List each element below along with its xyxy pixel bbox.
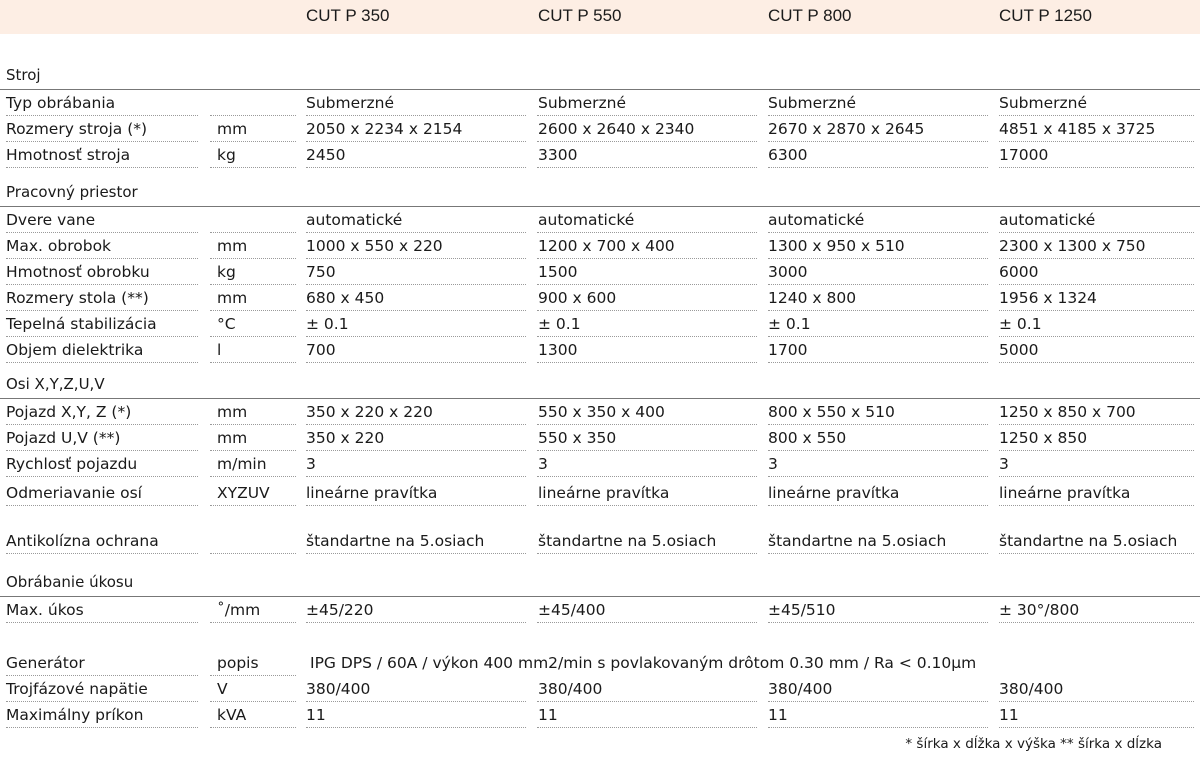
table-row [0, 285, 1200, 311]
dotted-rule [537, 362, 757, 363]
table-row [0, 451, 1200, 477]
dotted-rule [537, 553, 757, 554]
row-value-model-2: 900 x 600 [538, 289, 617, 307]
dotted-rule [768, 362, 988, 363]
dotted-rule [306, 727, 526, 728]
row-value-model-2: Submerzné [538, 94, 627, 112]
table-row [0, 702, 1200, 728]
dotted-rule [537, 727, 757, 728]
row-value-model-4: automatické [999, 211, 1096, 229]
row-value-model-3: štandartne na 5.osiach [768, 532, 947, 550]
table-row [0, 597, 1200, 623]
row-unit: popis [217, 654, 259, 672]
row-unit: mm [217, 237, 248, 255]
row-value-model-1: 3 [306, 455, 316, 473]
row-label: Maximálny príkon [6, 706, 144, 724]
row-value-model-3: 3000 [768, 263, 808, 281]
row-value-model-3: 3 [768, 455, 778, 473]
table-row [0, 311, 1200, 337]
row-label: Rychlosť pojazdu [6, 455, 138, 473]
row-value-model-2: automatické [538, 211, 635, 229]
table-row [0, 425, 1200, 451]
section-title-obrabanie-ukosu: Obrábanie úkosu [6, 573, 134, 591]
section-title-pracovny-priestor: Pracovný priestor [6, 183, 138, 201]
row-value-model-3: 11 [768, 706, 788, 724]
row-unit: mm [217, 429, 248, 447]
row-unit: kVA [217, 706, 247, 724]
dotted-rule [999, 622, 1194, 623]
row-value-model-1: 2050 x 2234 x 2154 [306, 120, 463, 138]
row-value-model-2: 11 [538, 706, 558, 724]
model-header-2: CUT P 550 [538, 6, 622, 25]
dotted-rule [210, 553, 296, 554]
row-value-model-3: lineárne pravítka [768, 484, 900, 502]
row-value-model-2: ± 0.1 [538, 315, 581, 333]
row-value-model-4: štandartne na 5.osiach [999, 532, 1178, 550]
row-value-model-1: 1000 x 550 x 220 [306, 237, 443, 255]
row-value-model-2: 3 [538, 455, 548, 473]
row-label: Objem dielektrika [6, 341, 144, 359]
table-row [0, 116, 1200, 142]
row-unit: mm [217, 120, 248, 138]
row-value-model-3: 800 x 550 [768, 429, 847, 447]
table-row [0, 528, 1200, 554]
row-value-model-2: 1200 x 700 x 400 [538, 237, 675, 255]
row-value-model-4: 1250 x 850 x 700 [999, 403, 1136, 421]
row-value-model-4: 11 [999, 706, 1019, 724]
row-unit: ˚/mm [217, 601, 261, 619]
dotted-rule [768, 167, 988, 168]
row-value-model-3: 1300 x 950 x 510 [768, 237, 905, 255]
model-header-3: CUT P 800 [768, 6, 852, 25]
row-value-model-1: automatické [306, 211, 403, 229]
dotted-rule [306, 476, 526, 477]
table-row [0, 207, 1200, 233]
dotted-rule [999, 167, 1194, 168]
row-value-model-3: 380/400 [768, 680, 833, 698]
row-value-model-3: 2670 x 2870 x 2645 [768, 120, 925, 138]
row-value-model-2: 3300 [538, 146, 578, 164]
row-value-model-2: 2600 x 2640 x 2340 [538, 120, 695, 138]
dotted-rule [6, 476, 198, 477]
row-value-model-3: ± 0.1 [768, 315, 811, 333]
dotted-rule [210, 476, 296, 477]
row-value-model-4: 3 [999, 455, 1009, 473]
section-title-osi: Osi X,Y,Z,U,V [6, 375, 105, 393]
table-row [0, 337, 1200, 363]
row-value-model-1: 2450 [306, 146, 346, 164]
dotted-rule [537, 167, 757, 168]
row-value-model-4: 5000 [999, 341, 1039, 359]
dotted-rule [6, 727, 198, 728]
row-label: Max. obrobok [6, 237, 112, 255]
row-label: Pojazd X,Y, Z (*) [6, 403, 132, 421]
row-label: Rozmery stroja (*) [6, 120, 148, 138]
row-value-model-1: 680 x 450 [306, 289, 385, 307]
row-value-model-3: 800 x 550 x 510 [768, 403, 895, 421]
row-label: Trojfázové napätie [6, 680, 148, 698]
dotted-rule [768, 476, 988, 477]
row-value-model-1: 750 [306, 263, 336, 281]
dotted-rule [999, 553, 1194, 554]
dotted-rule [768, 553, 988, 554]
row-value-model-2: ±45/400 [538, 601, 606, 619]
table-row [0, 676, 1200, 702]
row-value-model-4: 6000 [999, 263, 1039, 281]
header-band [0, 0, 1200, 34]
table-row [0, 399, 1200, 425]
row-label: Odmeriavanie osí [6, 484, 142, 502]
model-header-4: CUT P 1250 [999, 6, 1092, 25]
row-value-model-2: 1300 [538, 341, 578, 359]
section-title-stroj: Stroj [6, 66, 41, 84]
dotted-rule [999, 505, 1194, 506]
row-label: Tepelná stabilizácia [6, 315, 157, 333]
dotted-rule [306, 505, 526, 506]
row-value-model-3: 1240 x 800 [768, 289, 857, 307]
row-value-model-1: 350 x 220 [306, 429, 385, 447]
row-label: Hmotnosť stroja [6, 146, 131, 164]
table-row [0, 233, 1200, 259]
row-value-model-4: ± 0.1 [999, 315, 1042, 333]
row-value-model-2: lineárne pravítka [538, 484, 670, 502]
row-label: Hmotnosť obrobku [6, 263, 150, 281]
row-value-model-1: ± 0.1 [306, 315, 349, 333]
row-value-model-2: 1500 [538, 263, 578, 281]
row-unit: V [217, 680, 228, 698]
dotted-rule [999, 476, 1194, 477]
row-label: Typ obrábania [6, 94, 116, 112]
row-unit: °C [217, 315, 236, 333]
dotted-rule [6, 622, 198, 623]
row-value-model-4: 1956 x 1324 [999, 289, 1097, 307]
row-span-value: IPG DPS / 60A / výkon 400 mm2/min s povlakovaným drôtom 0.30 mm / Ra < 0.10µm [310, 654, 977, 672]
row-unit: mm [217, 403, 248, 421]
dotted-rule [768, 505, 988, 506]
dotted-rule [306, 622, 526, 623]
row-value-model-1: 11 [306, 706, 326, 724]
table-row [0, 480, 1200, 506]
dotted-rule [999, 727, 1194, 728]
row-label: Generátor [6, 654, 85, 672]
row-unit: mm [217, 289, 248, 307]
dotted-rule [306, 362, 526, 363]
row-value-model-1: štandartne na 5.osiach [306, 532, 485, 550]
row-value-model-4: ± 30°/800 [999, 601, 1080, 619]
row-label: Dvere vane [6, 211, 96, 229]
row-unit: XYZUV [217, 484, 270, 502]
row-label: Rozmery stola (**) [6, 289, 149, 307]
dotted-rule [306, 167, 526, 168]
dotted-rule [210, 622, 296, 623]
row-value-model-4: 4851 x 4185 x 3725 [999, 120, 1156, 138]
row-value-model-4: lineárne pravítka [999, 484, 1131, 502]
row-unit: kg [217, 146, 236, 164]
row-unit: m/min [217, 455, 267, 473]
row-label: Pojazd U,V (**) [6, 429, 121, 447]
dotted-rule [210, 167, 296, 168]
row-unit: kg [217, 263, 236, 281]
row-value-model-2: 550 x 350 x 400 [538, 403, 665, 421]
dotted-rule [999, 362, 1194, 363]
row-value-model-1: 700 [306, 341, 336, 359]
table-row [0, 650, 1200, 676]
row-value-model-1: 350 x 220 x 220 [306, 403, 433, 421]
row-value-model-3: 6300 [768, 146, 808, 164]
row-value-model-3: ±45/510 [768, 601, 836, 619]
row-value-model-2: 380/400 [538, 680, 603, 698]
row-value-model-2: 550 x 350 [538, 429, 617, 447]
row-unit: l [217, 341, 222, 359]
row-label: Max. úkos [6, 601, 84, 619]
footnote: * šírka x dĺžka x výška ** šírka x dĺzka [905, 736, 1162, 752]
row-value-model-4: 380/400 [999, 680, 1064, 698]
table-row [0, 259, 1200, 285]
dotted-rule [306, 553, 526, 554]
row-value-model-3: automatické [768, 211, 865, 229]
row-value-model-3: Submerzné [768, 94, 857, 112]
dotted-rule [768, 727, 988, 728]
row-value-model-1: ±45/220 [306, 601, 374, 619]
row-value-model-4: 1250 x 850 [999, 429, 1088, 447]
dotted-rule [6, 362, 198, 363]
row-value-model-3: 1700 [768, 341, 808, 359]
table-row [0, 142, 1200, 168]
dotted-rule [6, 553, 198, 554]
dotted-rule [210, 362, 296, 363]
row-value-model-4: 2300 x 1300 x 750 [999, 237, 1146, 255]
dotted-rule [537, 622, 757, 623]
row-value-model-2: štandartne na 5.osiach [538, 532, 717, 550]
dotted-rule [210, 727, 296, 728]
table-row [0, 90, 1200, 116]
dotted-rule [6, 505, 198, 506]
dotted-rule [210, 505, 296, 506]
row-value-model-1: lineárne pravítka [306, 484, 438, 502]
dotted-rule [537, 476, 757, 477]
row-value-model-4: 17000 [999, 146, 1049, 164]
row-value-model-4: Submerzné [999, 94, 1088, 112]
row-value-model-1: 380/400 [306, 680, 371, 698]
model-header-1: CUT P 350 [306, 6, 390, 25]
dotted-rule [6, 167, 198, 168]
row-value-model-1: Submerzné [306, 94, 395, 112]
dotted-rule [537, 505, 757, 506]
dotted-rule [768, 622, 988, 623]
row-label: Antikolízna ochrana [6, 532, 159, 550]
